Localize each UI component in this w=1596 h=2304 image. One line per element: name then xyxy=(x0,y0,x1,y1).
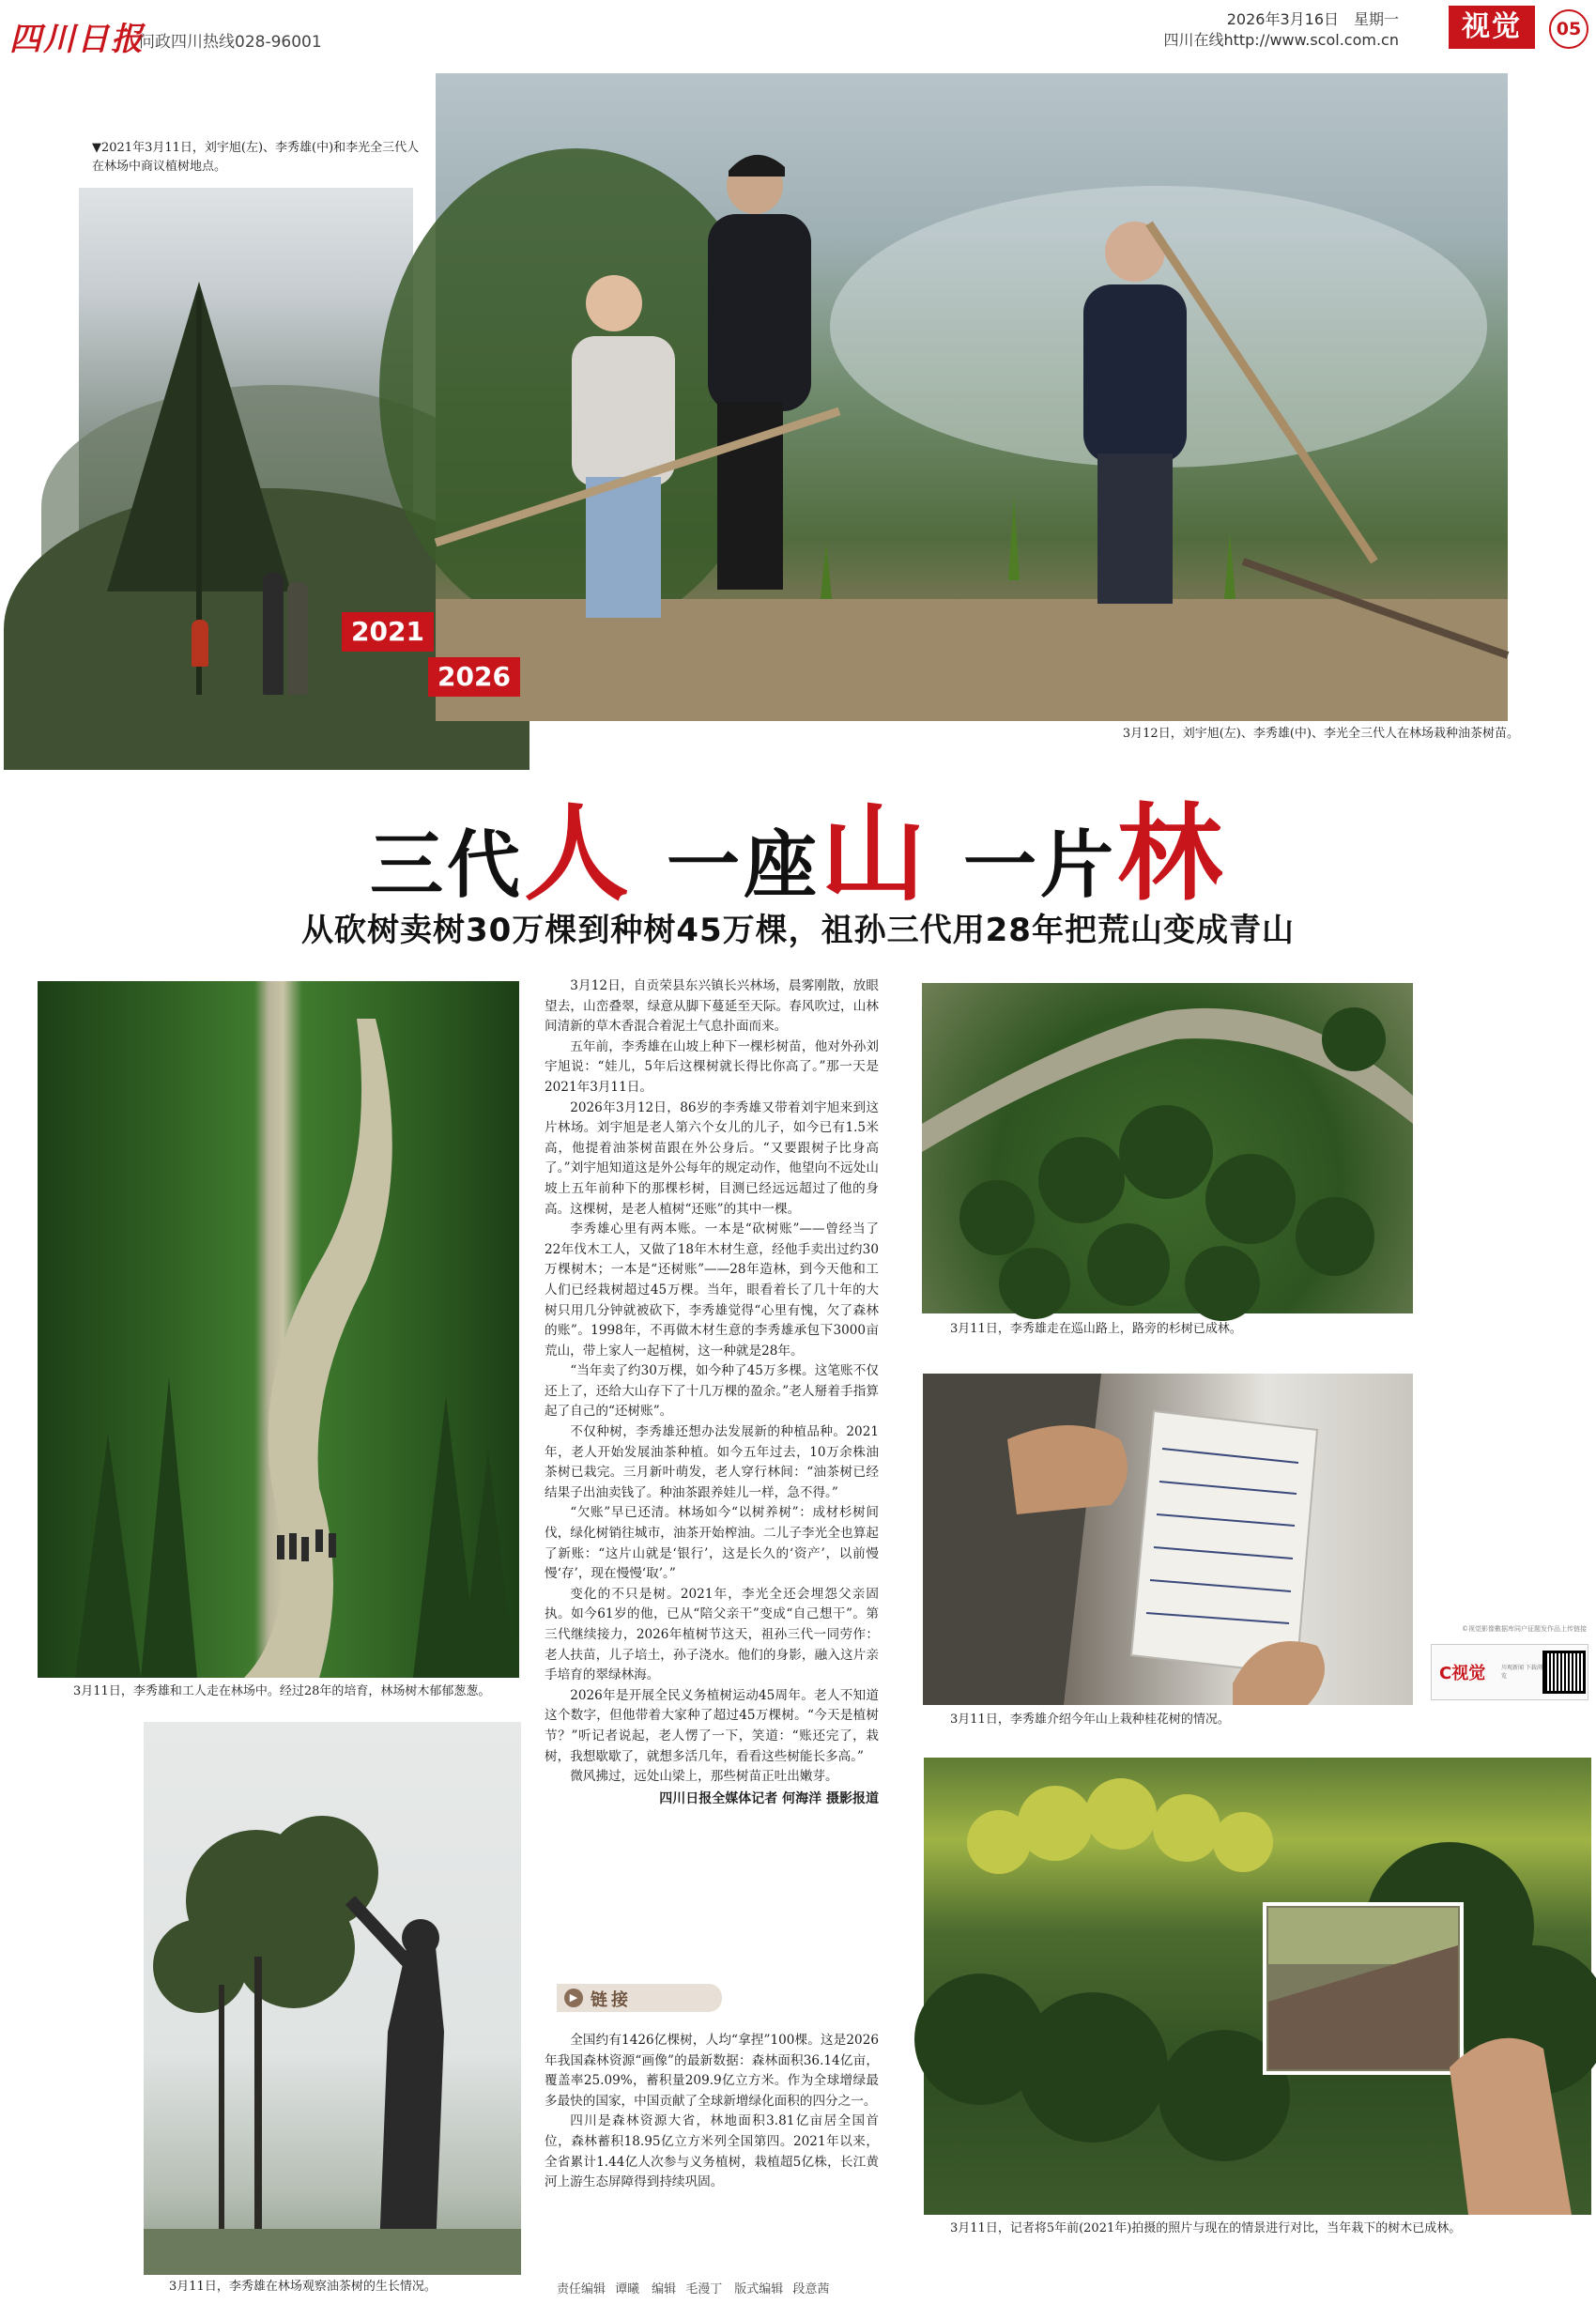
promo-logo: C视觉 xyxy=(1439,1664,1486,1683)
headline-part2-accent: 山 xyxy=(821,793,929,915)
boy-jeans xyxy=(586,477,661,618)
fallen-branch xyxy=(1243,561,1508,655)
article-paragraph: 2026年3月12日，86岁的李秀雄又带着刘宇旭来到这片林场。刘宇旭是老人第六个女儿的儿子，如今已有1.5米高，他提着油茶树苗跟在外公身后。“又要跟树子比身高了。”刘宇旭知道这是外公每年的规定动作，他望向不远处山坡上五年前种下的那棵杉树，目测已经远远超过了他的身高。这棵树，是老人植树“还账”的其中一棵。 xyxy=(545,1099,879,1217)
photo-hands-note[interactable] xyxy=(923,1374,1413,1705)
photo-aerial[interactable] xyxy=(922,983,1413,1313)
date-block xyxy=(1163,9,1399,51)
sidebar-paragraph: 四川是森林资源大省，林地面积3.81亿亩居全国首位，森林蓄积18.95亿立方米列全国第四。2021年以来，全省累计1.44亿人次参与义务植树，栽植超5亿株，长江黄河上游生态屏障得到持续巩固。 xyxy=(545,2113,879,2190)
boy-jacket xyxy=(572,336,675,486)
year-tag-2026: 2026 xyxy=(428,657,520,697)
hands-note-drawing xyxy=(923,1374,1413,1705)
byline: 四川日报全媒体记者 何海洋 摄影报道 xyxy=(659,1790,879,1806)
headline-part1: 三代 xyxy=(369,823,524,908)
website-link[interactable]: 四川在线http://www.scol.com.cn xyxy=(1163,31,1399,49)
editors-credit: 责任编辑 谭曦 编辑 毛漫丁 版式编辑 段意茜 xyxy=(557,2282,830,2296)
seedling xyxy=(1008,496,1020,580)
article-paragraph: 李秀雄心里有两本账。一本是“砍树账”——曾经当了22年伐木工人，又做了18年木材生意，经他手卖出过约30万棵树木；一本是“还树账”——28年造林，到今天他和工人们已经栽树超过45万棵。当年，眼看着长了几十年的大树只用几分钟就被砍下，李秀雄觉得“心里有愧，欠了森林的账”。1998年，不再做木材生意的李秀雄承包下3000亩荒山，带上家人一起植树，这一种就是28年。 xyxy=(545,1221,879,1359)
headline-part3: 一片 xyxy=(963,823,1118,908)
father-trousers xyxy=(1097,453,1173,604)
article-paragraph: 变化的不只是树。2021年，李光全还会埋怨父亲固执。如今61岁的他，已从“陪父亲干”变成“自己想干”。第三代继续接力，2026年植树节这天，祖孙三代一同劳作：老人扶苗，儿子培土，孙子浇水。他们的身影，融入这片亲手培育的翠绿林海。 xyxy=(545,1586,879,1683)
elder-jacket xyxy=(708,214,811,411)
article-paragraph: “欠账”早已还清。林场如今“以树养树”：成材杉树间伐，绿化树销往城市，油茶开始榨油。二儿子李光全也算起了新账：“这片山就是‘银行’，这是长久的‘资产’，以前慢慢‘存’，现在慢慢‘取’。” xyxy=(545,1505,879,1582)
photo-2021[interactable] xyxy=(79,188,424,719)
seedling xyxy=(1224,533,1235,599)
year-tag-2021: 2021 xyxy=(342,612,434,652)
photo-2026[interactable] xyxy=(436,73,1508,721)
seedling xyxy=(821,543,832,599)
photo-tea-tree[interactable] xyxy=(144,1722,521,2275)
photo-forest-road-caption: 3月11日，李秀雄和工人走在林场中。经过28年的培育，林场树木郁郁葱葱。 xyxy=(73,1684,491,1698)
boy-head xyxy=(586,275,642,331)
photo-2021-caption: ▼2021年3月11日，刘宇旭(左)、李秀雄(中)和李光全三代人在林场中商议植树地点。 xyxy=(92,141,420,174)
page-number: 05 xyxy=(1549,9,1588,49)
aerial-drawing xyxy=(922,983,1413,1313)
photo-2026-caption: 3月12日，刘宇旭(左)、李秀雄(中)、李光全三代人在林场栽种油茶树苗。 xyxy=(1122,727,1519,741)
photo-tea-tree-caption: 3月11日，李秀雄在林场观察油茶树的生长情况。 xyxy=(169,2280,437,2294)
promo-credit: ©视觉影像數据库同户征题发作品上传链接 xyxy=(1462,1625,1587,1633)
child-figure xyxy=(192,620,208,667)
compare-drawing xyxy=(924,1758,1591,2215)
father-jacket xyxy=(1083,284,1187,463)
article-paragraph: 微风拂过，远处山梁上，那些树苗正吐出嫩芽。 xyxy=(570,1769,838,1785)
main-article xyxy=(545,976,879,1809)
issue-date: 2026年3月16日 星期一 xyxy=(1226,10,1399,28)
qr-code-icon[interactable] xyxy=(1542,1651,1586,1694)
subheadline: 从砍树卖树30万棵到种树45万棵，祖孙三代用28年把荒山变成青山 xyxy=(301,912,1295,949)
tea-tree-drawing xyxy=(144,1722,521,2275)
section-badge: 视觉 xyxy=(1449,6,1535,49)
article-paragraph: 3月12日，自贡荣县东兴镇长兴林场，晨雾刚散，放眼望去，山峦叠翠，绿意从脚下蔓延至天际。春风吹过，山林间清新的草木香混合着泥土气息扑面而来。 xyxy=(545,978,879,1035)
headline xyxy=(0,770,1596,921)
link-sidebar-text xyxy=(545,2031,879,2193)
masthead xyxy=(0,0,1596,62)
sidebar-paragraph: 全国约有1426亿棵树，人均“拿捏”100棵。这是2026年我国森林资源“画像”的最新数据：森林面积36.14亿亩，覆盖率25.09%，蓄积量209.9亿立方米。作为全球增绿最多最快的国家，中国贡献了全球新增绿化面积的四分之一。 xyxy=(545,2033,879,2109)
elder-figure xyxy=(263,573,284,695)
photo-aerial-caption: 3月11日，李秀雄走在巡山路上，路旁的杉树已成林。 xyxy=(950,1322,1242,1336)
article-paragraph: 不仅种树，李秀雄还想办法发展新的种植品种。2021年，老人开始发展油茶种植。如今五年过去，10万余株油茶树已栽完。三月新叶萌发，老人穿行林间：“油茶树已经结果子出油卖钱了。种油茶跟养娃儿一样，急不得。” xyxy=(545,1424,879,1500)
photo-compare[interactable] xyxy=(924,1758,1591,2215)
cap-shape xyxy=(729,155,785,177)
forest-road-drawing xyxy=(38,981,519,1678)
article-paragraph: “当年卖了约30万棵，如今种了45万多棵。这笔账不仅还上了，还给大山存下了十几万棵的盈余。”老人掰着手指算起了自己的“还树账”。 xyxy=(545,1363,879,1420)
headline-part1-accent: 人 xyxy=(523,793,633,915)
photo-compare-caption: 3月11日，记者将5年前(2021年)拍摄的照片与现在的情景进行对比，当年栽下的树木已成林。 xyxy=(950,2221,1462,2235)
headline-part3-accent: 林 xyxy=(1117,793,1227,915)
planting-scene-drawing xyxy=(436,73,1508,721)
photo-hands-caption: 3月11日，李秀雄介绍今年山上栽种桂花树的情况。 xyxy=(950,1713,1230,1727)
hotline-text: 问政四川热线028-96001 xyxy=(139,33,322,52)
promo-box[interactable] xyxy=(1431,1644,1588,1700)
man-figure xyxy=(287,582,308,695)
play-arrow-icon: ▶ xyxy=(564,1989,583,2007)
promo-note: 川观新闻 下载浏览 xyxy=(1501,1665,1542,1680)
newspaper-logo[interactable]: 四川日报 xyxy=(9,21,145,58)
article-paragraph: 2026年是开展全民义务植树运动45周年。老人不知道这个数字，但他带着大家种了超过45万棵树。“今天是植树节？”听记者说起，老人愣了一下，笑道：“账还完了，栽树，我想歇歇了，就想多活几年，看看这些树能长多高。” xyxy=(545,1687,879,1764)
headline-part2: 一座 xyxy=(666,823,821,908)
link-sidebar-label xyxy=(557,1984,722,2012)
photo-forest-road[interactable] xyxy=(38,981,519,1678)
link-label-text: 链接 xyxy=(591,1990,632,2010)
article-paragraph: 五年前，李秀雄在山坡上种下一棵杉树苗，他对外孙刘宇旭说：“娃儿，5年后这棵树就长得比你高了。”那一天是2021年3月11日。 xyxy=(545,1038,879,1095)
